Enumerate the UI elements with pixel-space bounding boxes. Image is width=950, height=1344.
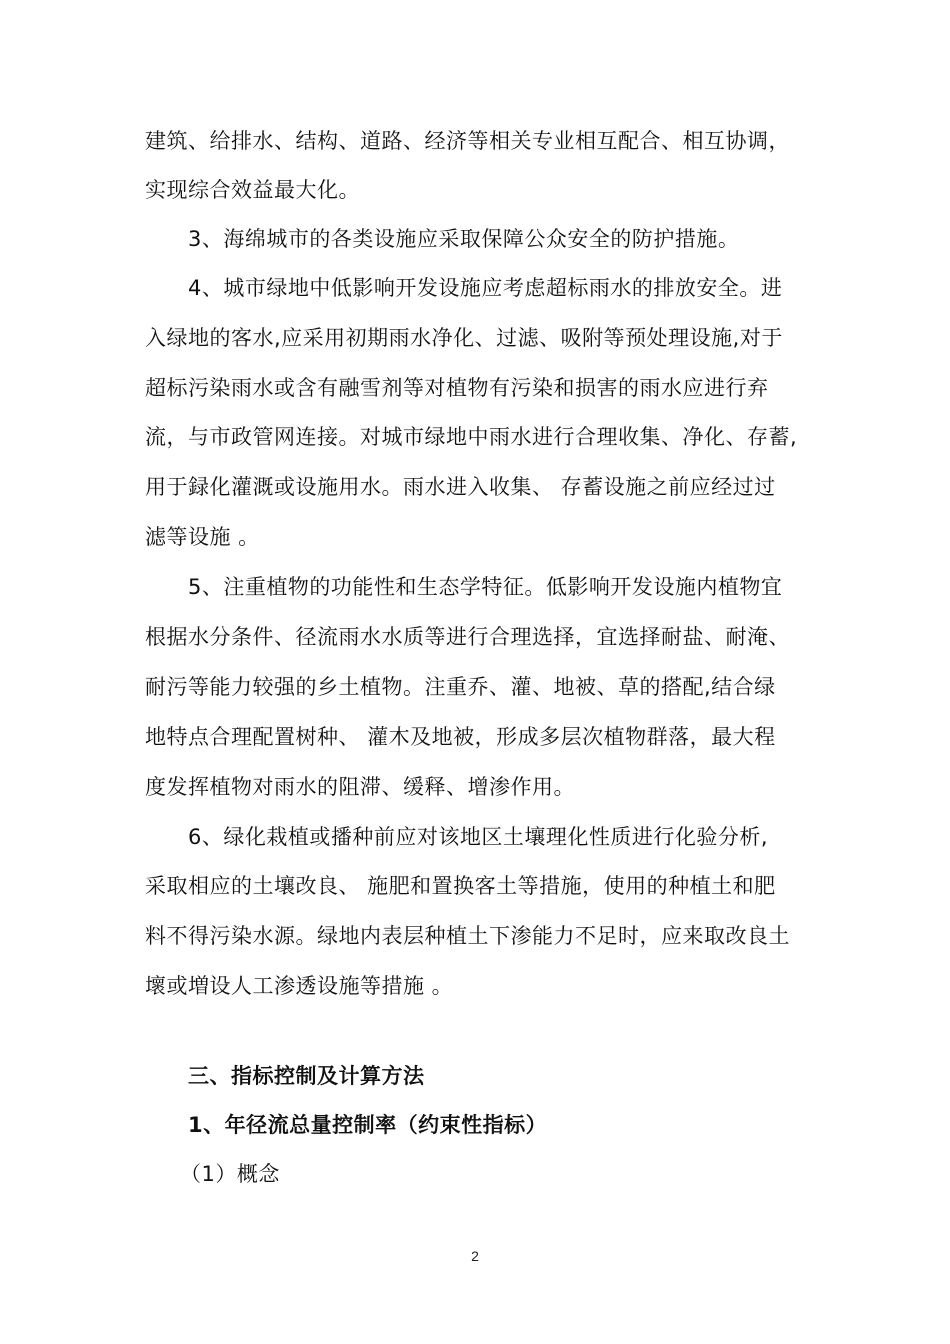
page-number: 2 <box>471 1248 479 1264</box>
paragraph-5-line-2: 根据水分条件、径流雨水水质等进行合理选择，宜选择耐盐、耐淹、 <box>145 625 790 649</box>
paragraph-6-line-1: 6、绿化栽植或播种前应对该地区土壤理化性质进行化验分析, <box>188 825 769 849</box>
paragraph-4-line-1: 4、城市绿地中低影响开发设施应考虑超标雨水的排放安全。进 <box>188 276 783 300</box>
paragraph-4-line-3: 超标污染雨水或含有融雪剂等对植物有污染和损害的雨水应进行弃 <box>145 376 769 400</box>
paragraph-4-line-4: 流，与市政管网连接。对城市绿地中雨水进行合理收集、净化、存蓄, <box>145 425 798 449</box>
paragraph-6-line-2: 采取相应的土壤改良、 施肥和置换客土等措施，使用的种植土和肥 <box>145 874 776 898</box>
body-line-1: 建筑、给排水、结构、道路、经济等相关专业相互配合、相互协调， <box>145 129 790 153</box>
paragraph-4-line-5: 用于録化灌溉或设施用水。雨水进入收集、 存蓄设施之前应经过过 <box>145 475 776 499</box>
body-line-2: 实现综合效益最大化。 <box>145 178 360 202</box>
paragraph-3-line-1: 3、海绵城市的各类设施应采取保障公众安全的防护措施。 <box>188 227 740 251</box>
paragraph-6-line-3: 料不得污染水源。绿地内表层种植土下渗能力不足时，应来取改良土 <box>145 924 790 948</box>
paragraph-5-line-4: 地特点合理配置树种、 灌木及地被，形成多层次植物群落，最大程 <box>145 725 776 749</box>
paragraph-4-line-6: 滤等设施 。 <box>145 525 260 549</box>
paragraph-4-line-2: 入绿地的客水,应采用初期雨水净化、过滤、吸附等预处理设施,对于 <box>145 326 783 350</box>
subsubsection-label: （1）概念 <box>180 1162 280 1186</box>
subsection-heading: 1、年径流总量控制率（约束性指标） <box>188 1113 548 1137</box>
section-heading: 三、指标控制及计算方法 <box>188 1064 425 1088</box>
paragraph-5-line-5: 度发挥植物对雨水的阻滞、缓释、增渗作用。 <box>145 775 575 799</box>
paragraph-5-line-3: 耐污等能力较强的乡土植物。注重乔、灌、地被、草的搭配,结合绿 <box>145 675 776 699</box>
paragraph-6-line-4: 壞或増设人工渗透设施等措施 。 <box>145 974 454 998</box>
paragraph-5-line-1: 5、注重植物的功能性和生态学特征。低影响开发设施内植物宜 <box>188 575 783 599</box>
